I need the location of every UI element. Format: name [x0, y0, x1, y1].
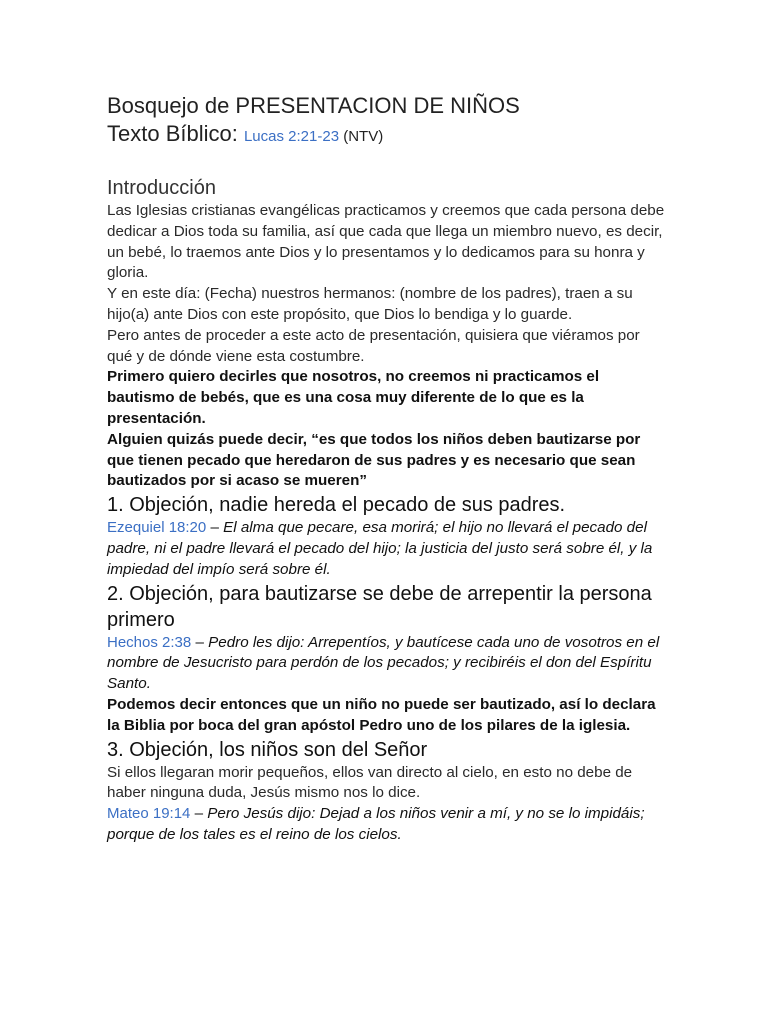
objection-1-verse-text: El alma que pecare, esa morirá; el hijo no llevará el pecado del padre, ni el padre llevará el pecado del hijo; la justicia del justo será sobre él, y la impiedad del impío será sobre él [107, 519, 653, 578]
title-scripture-link[interactable]: Lucas 2:21-23 [243, 128, 340, 145]
intro-paragraph-5: Alguien quizás puede decir, “es que todos los niños deben bautizarse por que tienen pecado que heredaron de sus padres y es necesario que sean bautizados por si acaso se mueren” [107, 430, 641, 490]
objection-3-heading: 3. Objeción, los niños son del Señor [107, 738, 428, 761]
objection-3-verse [107, 804, 667, 846]
dash: – [191, 633, 209, 651]
document-page [107, 92, 667, 846]
period: . [326, 560, 331, 578]
intro-paragraph-1: Las Iglesias cristianas evangélicas practicamos y creemos que cada persona debe dedicar a Dios toda su familia, así que cada que llega un miembro nuevo, es decir, un bebé, lo traemos ante Dios y lo presentamos y lo dedicamos para su honra y gloria. [107, 202, 665, 282]
title-label: Texto Bíblico: [107, 121, 238, 146]
title-line-1: Bosquejo de PRESENTACION DE NIÑOS [107, 93, 520, 118]
intro-paragraph-3: Pero antes de proceder a este acto de presentación, quisiera que viéramos por qué y de dónde viene esta costumbre. [107, 326, 640, 365]
title-version: (NTV) [339, 128, 384, 145]
objection-2-heading: 2. Objeción, para bautizarse se debe de arrepentir la persona primero [107, 582, 652, 631]
objection-2-scripture-link[interactable]: Hechos 2:38 [107, 633, 192, 651]
objection-1-scripture-link[interactable]: Ezequiel 18:20 [107, 519, 207, 537]
objection-3-scripture-link[interactable]: Mateo 19:14 [107, 805, 191, 823]
objection-2-verse [107, 633, 667, 695]
intro-paragraph-2: Y en este día: (Fecha) nuestros hermanos: (nombre de los padres), traen a su hijo(a) ante Dios con este propósito, que Dios lo bendiga y lo guarde. [107, 285, 633, 323]
intro-paragraph-4: Primero quiero decirles que nosotros, no creemos ni practicamos el bautismo de bebés, que es una cosa muy diferente de lo que es la presentación. [107, 368, 600, 427]
dash: – [206, 519, 224, 537]
dash: – [190, 805, 208, 823]
objection-1-verse [107, 518, 667, 580]
period: . [146, 675, 151, 693]
objection-3-verse-text: Pero Jesús dijo: Dejad a los niños venir a mí, y no se lo impidáis; porque de los tales es el reino de los cielos [107, 805, 645, 843]
objection-2-paragraph: Podemos decir entonces que un niño no puede ser bautizado, así lo declara la Biblia por boca del gran apóstol Pedro uno de los pilares de la iglesia. [107, 695, 656, 734]
intro-heading: Introducción [107, 177, 216, 199]
objection-1-heading: 1. Objeción, nadie hereda el pecado de sus padres. [107, 494, 566, 517]
objection-3-paragraph: Si ellos llegaran morir pequeños, ellos van directo al cielo, en esto no debe de haber ninguna duda, Jesús mismo nos lo dice. [107, 763, 633, 802]
document-title [107, 92, 667, 151]
objection-2-verse-text: Pedro les dijo: Arrepentíos, y bautícese cada uno de vosotros en el nombre de Jesucristo para perdón de los pecados; y recibiréis el don del Espíritu Santo [107, 633, 660, 693]
period: . [397, 825, 402, 843]
